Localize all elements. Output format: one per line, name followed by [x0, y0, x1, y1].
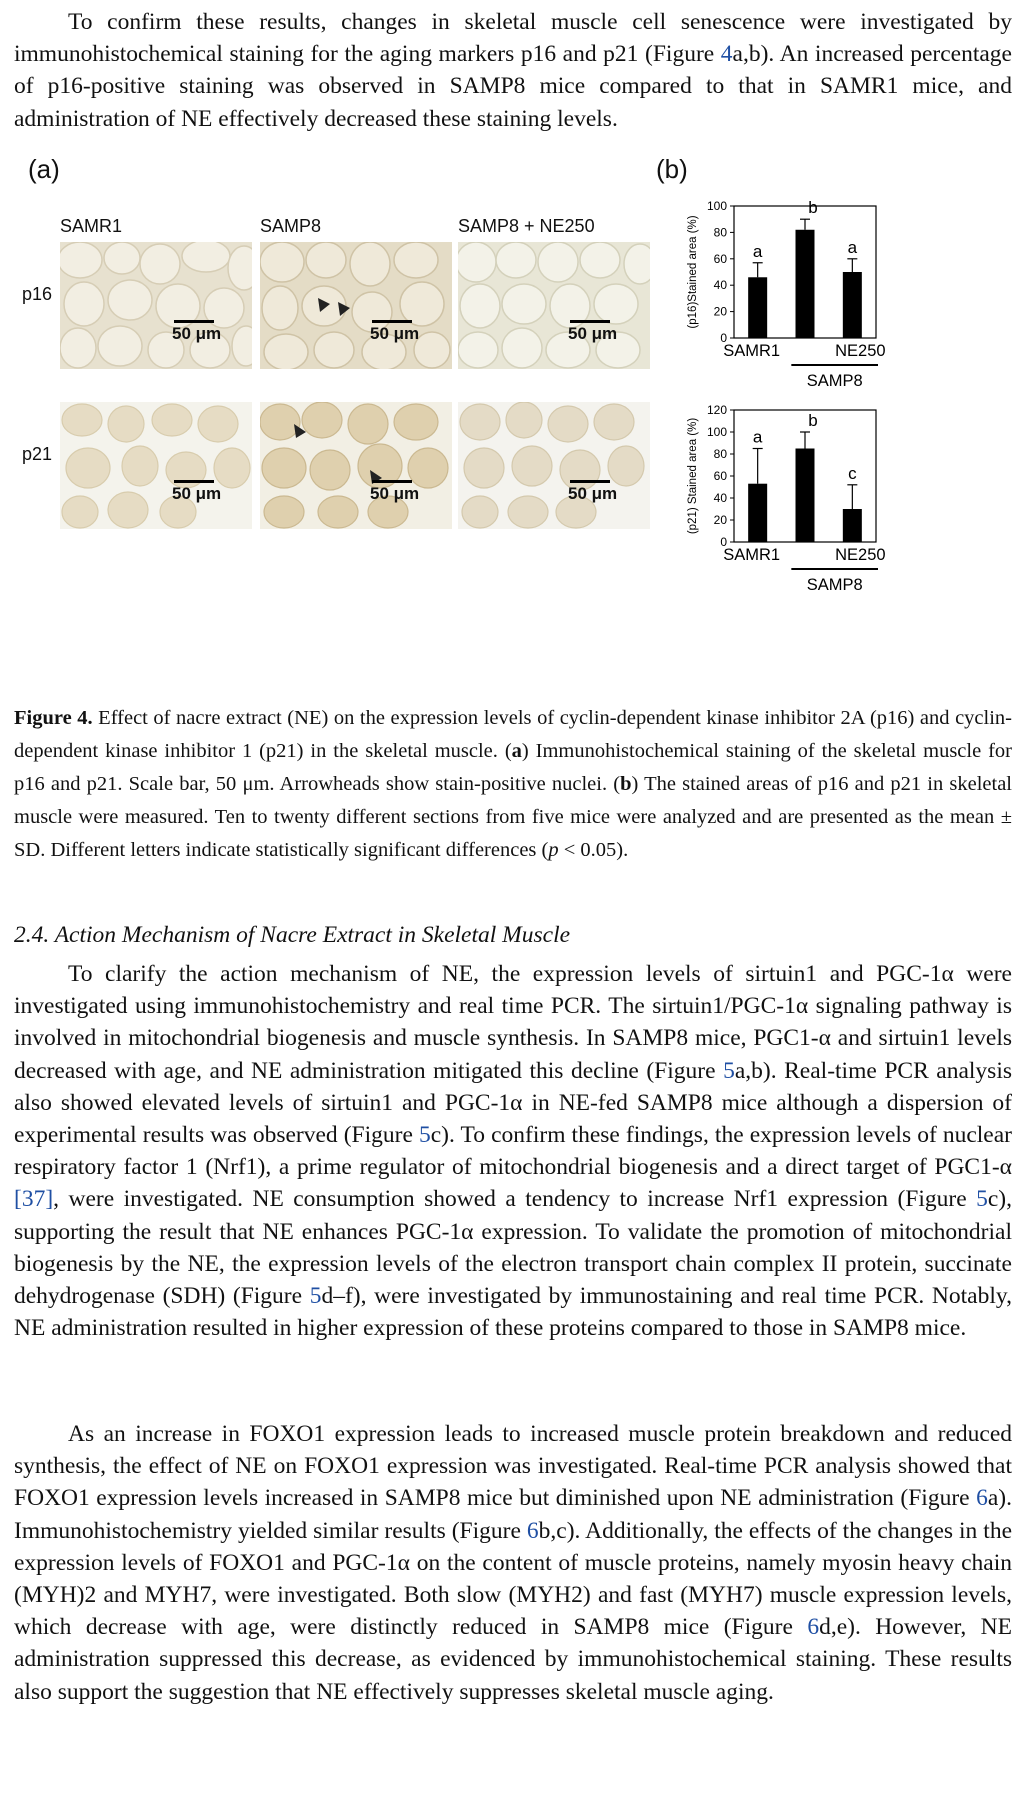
y-tick-label: 80	[713, 447, 727, 461]
paragraph-mechanism: To clarify the action mechanism of NE, the expression levels of sirtuin1 and PGC-1α were investigated using immunohistochemistry and real time PCR. The sirtuin1/PGC-1α signaling pathway is involved in mitochondrial biogenesis and muscle synthesis. In SAMP8 mice, PGC1-α and sirtuin1 levels decreased with age, and NE administration mitigated this decline (Figure 5a,b). Real-time PCR analysis also showed elevated levels of sirtuin1 and PGC-1α in NE-fed SAMP8 mice although a dispersion of experimental results was observed (Figure 5c). To confirm these findings, the expression levels of nuclear respiratory factor 1 (Nrf1), a prime regulator of mitochondrial biogenesis and a direct target of PGC1-α [37], were investigated. NE consumption showed a tendency to increase Nrf1 expression (Figure 5c), supporting the result that NE enhances PGC-1α expression. To validate the promotion of mitochondrial biogenesis by the NE, the expression levels of the electron transport chain complex II protein, succinate dehydrogenase (SDH) (Figure 5d–f), were investigated by immunostaining and real time PCR. Notably, NE administration resulted in higher expression of these proteins compared to those in SAMP8 mice.	[14, 961, 1012, 1342]
significance-letter: b	[808, 411, 818, 430]
category-label: NE250	[835, 342, 886, 360]
category-label: SAMR1	[723, 342, 781, 360]
column-label-samr1: SAMR1	[60, 216, 123, 236]
y-tick-label: 40	[713, 278, 727, 293]
caption-label: Figure 4.	[14, 707, 93, 729]
y-tick-label: 120	[706, 403, 727, 417]
micrograph-p21-samr1	[60, 402, 252, 529]
row-label-p21: p21	[22, 444, 53, 464]
y-tick-label: 0	[720, 535, 727, 549]
bar	[748, 277, 767, 338]
scale-bar: 50 μm	[172, 480, 221, 504]
significance-letter: a	[847, 237, 858, 257]
paragraph-text: a,b). An increased percentage of p16-positive staining was observed in SAMP8 mice compared to that in SAMR1 mice, and administration of NE effectively decreased these staining levels.	[14, 41, 1012, 132]
group-label: SAMP8	[806, 372, 863, 390]
bar-chart-p16	[680, 194, 960, 404]
bar	[843, 272, 862, 338]
significance-letter: b	[808, 198, 818, 218]
figure-ref-link[interactable]: 6	[526, 1517, 539, 1544]
y-tick-label: 20	[713, 304, 727, 319]
micrograph-p21-samp8	[260, 402, 452, 529]
group-label: SAMP8	[806, 576, 863, 594]
bar	[843, 509, 862, 542]
significance-letter: c	[848, 463, 857, 483]
y-tick-label: 60	[713, 469, 727, 483]
figure-4	[14, 154, 1012, 692]
category-label: NE250	[835, 546, 886, 564]
paragraph-text: To confirm these results, changes in skeletal muscle cell senescence were investigated by immunohistochemical staining for the aging markers p16 and p21 (Figure	[14, 9, 1012, 68]
micrograph-p16-samp8-ne250	[458, 242, 650, 369]
significance-letter: a	[752, 427, 763, 447]
citation-link[interactable]: [37]	[14, 1186, 54, 1213]
figure-ref-link[interactable]: 6	[807, 1614, 820, 1641]
y-tick-label: 60	[713, 251, 727, 266]
y-axis-label: (p21) Stained area (%)	[687, 417, 699, 535]
y-tick-label: 20	[713, 513, 727, 527]
figure-ref-link[interactable]: 5	[309, 1283, 322, 1310]
micrograph-p16-samr1	[60, 242, 252, 369]
micrograph-p16-samp8	[260, 242, 452, 369]
bar	[748, 484, 767, 542]
scale-bar: 50 μm	[370, 480, 419, 504]
micrograph-p21-samp8-ne250	[458, 402, 650, 529]
y-tick-label: 40	[713, 491, 727, 505]
scale-bar: 50 μm	[568, 480, 617, 504]
y-tick-label: 80	[713, 225, 727, 240]
bar-chart-p21	[680, 398, 960, 608]
figure-ref-link[interactable]: 5	[723, 1057, 735, 1084]
bar	[796, 449, 815, 543]
figure-ref-link[interactable]: 5	[976, 1186, 988, 1213]
y-tick-label: 100	[706, 425, 727, 439]
panel-b-label: (b)	[656, 154, 688, 184]
paragraph-foxo1: As an increase in FOXO1 expression leads to increased muscle protein breakdown and reduced synthesis, the effect of NE on FOXO1 expression was investigated. Real-time PCR analysis showed that FOXO1 expression levels increased in SAMP8 mice but diminished upon NE administration (Figure 6a). Immunohistochemistry yielded similar results (Figure 6b,c). Additionally, the effects of the changes in the expression levels of FOXO1 and PGC-1α on the content of muscle proteins, namely myosin heavy chain (MYH)2 and MYH7, were investigated. Both slow (MYH2) and fast (MYH7) muscle expression levels, which decrease with age, were distinctly reduced in SAMP8 mice (Figure 6d,e). However, NE administration suppressed this decrease, as evidenced by immunohistochemical staining. These results also support the suggestion that NE effectively suppresses skeletal muscle aging.	[14, 1421, 1012, 1705]
scale-bar: 50 μm	[568, 320, 617, 344]
scale-bar: 50 μm	[172, 320, 221, 344]
y-axis-label: (p16)Stained area (%)	[687, 215, 699, 329]
section-heading: 2.4. Action Mechanism of Nacre Extract in Skeletal Muscle	[14, 922, 571, 948]
figure-caption: Figure 4. Effect of nacre extract (NE) on the expression levels of cyclin-dependent kinase inhibitor 2A (p16) and cyclin-dependent kinase inhibitor 1 (p21) in the skeletal muscle. (a) Immunohistochemical staining of the skeletal muscle for p16 and p21. Scale bar, 50 μm. Arrowheads show stain-positive nuclei. (b) The stained areas of p16 and p21 in skeletal muscle were measured. Ten to twenty different sections from five mice were analyzed and are presented as the mean ± SD. Different letters indicate statistically significant differences (p < 0.05).	[14, 707, 1013, 861]
figure-ref-link[interactable]: 5	[419, 1122, 431, 1149]
y-tick-label: 100	[706, 199, 727, 213]
figure-ref-link[interactable]: 4	[720, 41, 733, 68]
category-label: SAMR1	[723, 546, 781, 564]
panel-a-label: (a)	[28, 154, 60, 184]
paragraph-intro	[14, 6, 1012, 135]
column-label-samp8: SAMP8	[260, 216, 322, 236]
column-label-samp8-ne250: SAMP8 + NE250	[458, 216, 595, 236]
y-tick-label: 0	[720, 331, 727, 345]
bar	[796, 230, 815, 338]
significance-letter: a	[752, 241, 763, 261]
row-label-p16: p16	[22, 284, 53, 304]
figure-ref-link[interactable]: 6	[976, 1485, 988, 1512]
scale-bar: 50 μm	[370, 320, 419, 344]
